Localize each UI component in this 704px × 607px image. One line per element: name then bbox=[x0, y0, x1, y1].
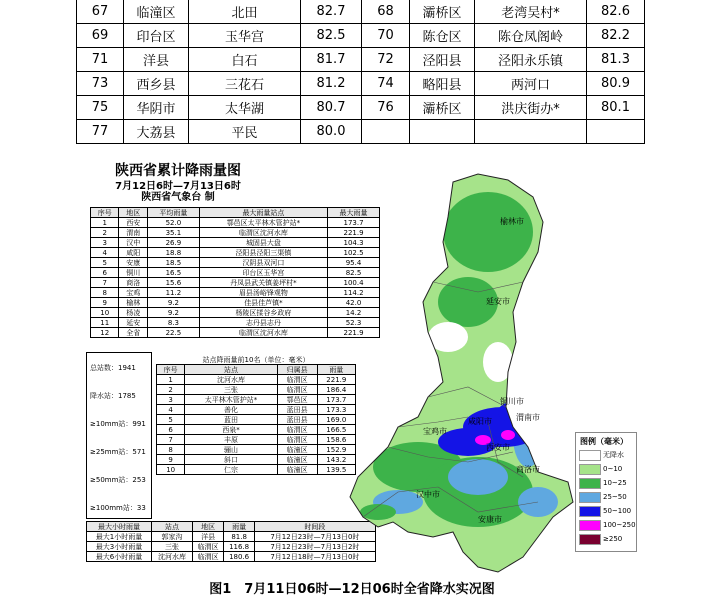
table-cell: 42.0 bbox=[328, 298, 380, 308]
table-cell: 泾阳县泾阳三渠镇 bbox=[199, 248, 327, 258]
table-cell: 善化 bbox=[185, 405, 277, 415]
column-header: 地区 bbox=[119, 208, 147, 218]
table-cell: 郭家沟 bbox=[152, 532, 193, 542]
table-cell: 渭南 bbox=[119, 228, 147, 238]
table-cell bbox=[587, 120, 645, 144]
table-cell: 最大3小时雨量 bbox=[87, 542, 152, 552]
table-cell: 三花石 bbox=[189, 72, 301, 96]
header-row bbox=[87, 522, 376, 532]
table-cell: 临潼区 bbox=[277, 445, 317, 455]
table-cell: 西泉* bbox=[185, 425, 277, 435]
city-label: 咸阳市 bbox=[468, 417, 492, 426]
table-cell: 11 bbox=[91, 318, 119, 328]
table-cell: 临潼区 bbox=[124, 0, 189, 24]
table-cell: 15.6 bbox=[147, 278, 199, 288]
table-row bbox=[91, 318, 380, 328]
table-cell: 221.9 bbox=[328, 228, 380, 238]
legend-label: 0~10 bbox=[603, 465, 623, 473]
table-row bbox=[77, 96, 645, 120]
legend-item bbox=[579, 464, 635, 474]
table-row bbox=[157, 455, 356, 465]
table-cell: 9 bbox=[91, 298, 119, 308]
table-cell: 180.6 bbox=[224, 552, 254, 562]
table-cell: 69 bbox=[77, 24, 124, 48]
table-cell: 166.5 bbox=[317, 425, 355, 435]
table-row bbox=[77, 24, 645, 48]
table-cell: 11.2 bbox=[147, 288, 199, 298]
table-cell: 灞桥区 bbox=[410, 96, 475, 120]
column-header: 地区 bbox=[192, 522, 224, 532]
table-cell: 5 bbox=[157, 415, 185, 425]
table-cell: 延安 bbox=[119, 318, 147, 328]
table-cell: 城固县大盘 bbox=[199, 238, 327, 248]
legend-swatch bbox=[579, 492, 601, 503]
top10-title: 站点降雨量前10名（单位：毫米） bbox=[202, 356, 310, 364]
table-cell: 临渭区 bbox=[277, 435, 317, 445]
legend-label: 10~25 bbox=[603, 479, 627, 487]
table-cell: 西乡县 bbox=[124, 72, 189, 96]
legend-swatch bbox=[579, 506, 601, 517]
table-cell: 77 bbox=[77, 120, 124, 144]
table-cell: 116.8 bbox=[224, 542, 254, 552]
table-cell: 汉中 bbox=[119, 238, 147, 248]
city-label: 渭南市 bbox=[516, 413, 540, 422]
table-cell: 陈仓区 bbox=[410, 24, 475, 48]
table-cell: 173.7 bbox=[328, 218, 380, 228]
table-cell: 陈仓凤阁岭 bbox=[475, 24, 587, 48]
table-cell: 82.7 bbox=[301, 0, 362, 24]
table-cell: 太平林木管护站* bbox=[185, 395, 277, 405]
table-cell: 蓝田 bbox=[185, 415, 277, 425]
table-row bbox=[157, 435, 356, 445]
table-row bbox=[157, 395, 356, 405]
table-cell: 沈河水库 bbox=[185, 375, 277, 385]
legend-item bbox=[579, 450, 635, 460]
table-cell: 榆林 bbox=[119, 298, 147, 308]
top10-table bbox=[156, 364, 356, 475]
table-cell: 81.7 bbox=[301, 48, 362, 72]
table-cell: 9.2 bbox=[147, 308, 199, 318]
table-cell: 76 bbox=[362, 96, 410, 120]
table-row bbox=[157, 385, 356, 395]
next-line-fragment bbox=[0, 598, 704, 607]
table-cell: 全省 bbox=[119, 328, 147, 338]
legend-item bbox=[579, 520, 635, 530]
table-cell: 81.3 bbox=[587, 48, 645, 72]
table-cell: 3 bbox=[157, 395, 185, 405]
table-cell: 139.5 bbox=[317, 465, 355, 475]
column-header: 归属县 bbox=[277, 365, 317, 375]
column-header: 最大雨量 bbox=[328, 208, 380, 218]
table-cell: 铜川 bbox=[119, 268, 147, 278]
table-cell: 186.4 bbox=[317, 385, 355, 395]
legend-swatch bbox=[579, 478, 601, 489]
table-cell: 35.1 bbox=[147, 228, 199, 238]
table-row bbox=[91, 308, 380, 318]
table-cell: 泾阳永乐镇 bbox=[475, 48, 587, 72]
table-cell: 西安 bbox=[119, 218, 147, 228]
table-cell: 114.2 bbox=[328, 288, 380, 298]
figure-caption: 图1 7月11日06时—12日06时全省降水实况图 bbox=[209, 582, 495, 597]
table-cell: 71 bbox=[77, 48, 124, 72]
city-label: 西安市 bbox=[486, 443, 510, 452]
stat-total: 总站数：1941 bbox=[90, 364, 136, 372]
table-cell: 1 bbox=[157, 375, 185, 385]
table-cell: 82.6 bbox=[587, 0, 645, 24]
column-header: 序号 bbox=[91, 208, 119, 218]
table-cell: 152.9 bbox=[317, 445, 355, 455]
table-cell: 67 bbox=[77, 0, 124, 24]
table-cell: 泾阳县 bbox=[410, 48, 475, 72]
table-cell: 12 bbox=[91, 328, 119, 338]
table-row bbox=[91, 328, 380, 338]
table-cell: 临渭区沈河水库 bbox=[199, 328, 327, 338]
table-cell: 221.9 bbox=[317, 375, 355, 385]
city-label: 安康市 bbox=[478, 515, 502, 524]
table-cell: 2 bbox=[91, 228, 119, 238]
table-row bbox=[77, 120, 645, 144]
table-cell: 志丹县志丹 bbox=[199, 318, 327, 328]
table-cell: 平民 bbox=[189, 120, 301, 144]
table-row bbox=[91, 248, 380, 258]
table-row bbox=[157, 405, 356, 415]
table-cell: 丹凤县武关镇姜坪村* bbox=[199, 278, 327, 288]
table-cell: 丰原 bbox=[185, 435, 277, 445]
legend-label: 100~250 bbox=[603, 521, 636, 529]
legend-label: 25~50 bbox=[603, 493, 627, 501]
table-row bbox=[87, 532, 376, 542]
table-row bbox=[87, 552, 376, 562]
column-header: 站点 bbox=[152, 522, 193, 532]
map-legend bbox=[575, 432, 637, 552]
table-cell: 商洛 bbox=[119, 278, 147, 288]
table-cell: 81.2 bbox=[301, 72, 362, 96]
table-cell: 印台区 bbox=[124, 24, 189, 48]
table-cell: 5 bbox=[91, 258, 119, 268]
table-cell: 8 bbox=[157, 445, 185, 455]
table-cell: 太华湖 bbox=[189, 96, 301, 120]
table-row bbox=[157, 375, 356, 385]
table-cell: 蓝田县 bbox=[277, 405, 317, 415]
table-cell: 52.0 bbox=[147, 218, 199, 228]
table-cell: 73 bbox=[77, 72, 124, 96]
legend-label: 50~100 bbox=[603, 507, 632, 515]
table-row bbox=[91, 238, 380, 248]
legend-swatch bbox=[579, 464, 601, 475]
table-cell: 4 bbox=[157, 405, 185, 415]
legend-item bbox=[579, 534, 635, 544]
table-cell: 82.5 bbox=[328, 268, 380, 278]
table-cell: 老湾吴村* bbox=[475, 0, 587, 24]
table-cell: 安康 bbox=[119, 258, 147, 268]
table-cell: 7 bbox=[157, 435, 185, 445]
table-row bbox=[157, 415, 356, 425]
city-label: 宝鸡市 bbox=[423, 427, 447, 436]
table-row bbox=[157, 465, 356, 475]
city-label: 延安市 bbox=[486, 297, 510, 306]
column-header: 最大雨量站点 bbox=[199, 208, 327, 218]
table-cell: 80.9 bbox=[587, 72, 645, 96]
map-title: 陕西省累计降雨量图 bbox=[115, 163, 241, 179]
table-cell: 临渭区 bbox=[192, 542, 224, 552]
table-cell: 汉阴县双河口 bbox=[199, 258, 327, 268]
table-cell: 华阴市 bbox=[124, 96, 189, 120]
stat-ge10: ≥10mm站：991 bbox=[90, 420, 146, 428]
table-cell: 7月12日23时—7月13日2时 bbox=[254, 542, 375, 552]
table-cell: 临渭区沈河水库 bbox=[199, 228, 327, 238]
table-cell: 68 bbox=[362, 0, 410, 24]
table-cell: 2 bbox=[157, 385, 185, 395]
table-cell: 仁宗 bbox=[185, 465, 277, 475]
table-cell: 鄠邑区 bbox=[277, 395, 317, 405]
table-cell: 95.4 bbox=[328, 258, 380, 268]
table-cell: 74 bbox=[362, 72, 410, 96]
table-cell: 9.2 bbox=[147, 298, 199, 308]
map-subtitle: 7月12日6时—7月13日6时 bbox=[115, 181, 241, 192]
table-cell bbox=[410, 120, 475, 144]
table-row bbox=[91, 298, 380, 308]
table-cell: 三张 bbox=[152, 542, 193, 552]
table-row bbox=[91, 228, 380, 238]
table-cell: 蓝田县 bbox=[277, 415, 317, 425]
table-cell: 26.9 bbox=[147, 238, 199, 248]
table-cell bbox=[362, 120, 410, 144]
table-cell: 6 bbox=[157, 425, 185, 435]
table-cell: 白石 bbox=[189, 48, 301, 72]
column-header: 时间段 bbox=[254, 522, 375, 532]
table-row bbox=[91, 258, 380, 268]
table-cell: 洪庆街办* bbox=[475, 96, 587, 120]
column-header: 序号 bbox=[157, 365, 185, 375]
table-cell: 18.5 bbox=[147, 258, 199, 268]
legend-swatch bbox=[579, 450, 601, 461]
table-row bbox=[91, 288, 380, 298]
table-cell: 临渭区 bbox=[277, 385, 317, 395]
legend-label: 无降水 bbox=[603, 451, 624, 459]
legend-title: 图例（毫米） bbox=[580, 437, 628, 446]
station-stats-box bbox=[86, 352, 152, 519]
table-cell: 80.7 bbox=[301, 96, 362, 120]
table-cell: 22.5 bbox=[147, 328, 199, 338]
table-cell: 斜口 bbox=[185, 455, 277, 465]
legend-item bbox=[579, 492, 635, 502]
table-cell: 宝鸡 bbox=[119, 288, 147, 298]
table-cell: 100.4 bbox=[328, 278, 380, 288]
city-label: 铜川市 bbox=[500, 397, 524, 406]
regional-average-table bbox=[90, 207, 380, 338]
table-cell: 咸阳 bbox=[119, 248, 147, 258]
table-row bbox=[87, 542, 376, 552]
legend-label: ≥250 bbox=[603, 535, 623, 543]
map-agency: 陕西省气象台 制 bbox=[141, 192, 215, 203]
table-cell: 两河口 bbox=[475, 72, 587, 96]
table-cell: 82.2 bbox=[587, 24, 645, 48]
table-cell: 14.2 bbox=[328, 308, 380, 318]
table-cell: 4 bbox=[91, 248, 119, 258]
city-label: 汉中市 bbox=[416, 490, 440, 499]
table-cell: 80.1 bbox=[587, 96, 645, 120]
table-cell: 临渭区 bbox=[192, 552, 224, 562]
city-label: 商洛市 bbox=[516, 465, 540, 474]
table-cell: 最大6小时雨量 bbox=[87, 552, 152, 562]
table-cell: 8.3 bbox=[147, 318, 199, 328]
table-cell: 52.3 bbox=[328, 318, 380, 328]
table-cell: 7月12日18时—7月13日0时 bbox=[254, 552, 375, 562]
table-row bbox=[91, 278, 380, 288]
table-cell: 眉县汤峪锋观物 bbox=[199, 288, 327, 298]
table-cell: 杨凌 bbox=[119, 308, 147, 318]
shaanxi-rainfall-map bbox=[338, 172, 578, 577]
stat-ge25: ≥25mm站：571 bbox=[90, 448, 146, 456]
legend-swatch bbox=[579, 534, 601, 545]
table-cell: 临潼区 bbox=[277, 455, 317, 465]
legend-item bbox=[579, 478, 635, 488]
table-cell: 81.8 bbox=[224, 532, 254, 542]
table-cell: 临渭区 bbox=[277, 375, 317, 385]
table-cell: 7月12日23时—7月13日0时 bbox=[254, 532, 375, 542]
table-row bbox=[91, 218, 380, 228]
table-cell: 临渭区 bbox=[277, 425, 317, 435]
table-cell: 102.5 bbox=[328, 248, 380, 258]
header-row bbox=[157, 365, 356, 375]
station-rainfall-table bbox=[76, 0, 645, 144]
table-cell: 8 bbox=[91, 288, 119, 298]
table-cell: 80.0 bbox=[301, 120, 362, 144]
table-cell: 大荔县 bbox=[124, 120, 189, 144]
table-cell: 10 bbox=[91, 308, 119, 318]
table-cell: 临潼区 bbox=[277, 465, 317, 475]
table-cell: 169.0 bbox=[317, 415, 355, 425]
table-row bbox=[77, 72, 645, 96]
stat-ge50: ≥50mm站：253 bbox=[90, 476, 146, 484]
table-cell: 173.7 bbox=[317, 395, 355, 405]
table-cell: 佳县佳芦镇* bbox=[199, 298, 327, 308]
table-cell: 6 bbox=[91, 268, 119, 278]
table-cell: 82.5 bbox=[301, 24, 362, 48]
table-cell: 杨陵区揉谷乡政府 bbox=[199, 308, 327, 318]
table-cell: 9 bbox=[157, 455, 185, 465]
legend-item bbox=[579, 506, 635, 516]
table-cell: 158.6 bbox=[317, 435, 355, 445]
table-cell: 骊山 bbox=[185, 445, 277, 455]
table-cell: 104.3 bbox=[328, 238, 380, 248]
max-hourly-table bbox=[86, 521, 376, 562]
table-cell: 7 bbox=[91, 278, 119, 288]
table-cell: 1 bbox=[91, 218, 119, 228]
table-cell bbox=[475, 120, 587, 144]
table-cell: 沈河水库 bbox=[152, 552, 193, 562]
table-row bbox=[157, 425, 356, 435]
column-header: 雨量 bbox=[224, 522, 254, 532]
rainfall-map-figure bbox=[78, 152, 640, 577]
table-cell: 最大1小时雨量 bbox=[87, 532, 152, 542]
table-cell: 印台区玉华宫 bbox=[199, 268, 327, 278]
table-cell: 75 bbox=[77, 96, 124, 120]
table-row bbox=[77, 0, 645, 24]
column-header: 平均雨量 bbox=[147, 208, 199, 218]
table-cell: 10 bbox=[157, 465, 185, 475]
table-cell: 略阳县 bbox=[410, 72, 475, 96]
header-row bbox=[91, 208, 380, 218]
table-cell: 洋县 bbox=[124, 48, 189, 72]
table-cell: 70 bbox=[362, 24, 410, 48]
table-cell: 72 bbox=[362, 48, 410, 72]
table-cell: 143.2 bbox=[317, 455, 355, 465]
table-cell: 灞桥区 bbox=[410, 0, 475, 24]
table-cell: 3 bbox=[91, 238, 119, 248]
column-header: 站点 bbox=[185, 365, 277, 375]
column-header: 最大小时雨量 bbox=[87, 522, 152, 532]
table-row bbox=[77, 48, 645, 72]
column-header: 雨量 bbox=[317, 365, 355, 375]
stat-rain: 降水站：1785 bbox=[90, 392, 136, 400]
table-cell: 鄠邑区太平林木管护站* bbox=[199, 218, 327, 228]
table-cell: 北田 bbox=[189, 0, 301, 24]
table-cell: 16.5 bbox=[147, 268, 199, 278]
stat-ge100: ≥100mm站：33 bbox=[90, 504, 146, 512]
table-cell: 洋县 bbox=[192, 532, 224, 542]
city-label: 榆林市 bbox=[500, 217, 524, 226]
table-cell: 玉华宫 bbox=[189, 24, 301, 48]
legend-swatch bbox=[579, 520, 601, 531]
table-row bbox=[157, 445, 356, 455]
table-cell: 221.9 bbox=[328, 328, 380, 338]
table-row bbox=[91, 268, 380, 278]
table-cell: 173.3 bbox=[317, 405, 355, 415]
table-cell: 18.8 bbox=[147, 248, 199, 258]
table-cell: 三张 bbox=[185, 385, 277, 395]
